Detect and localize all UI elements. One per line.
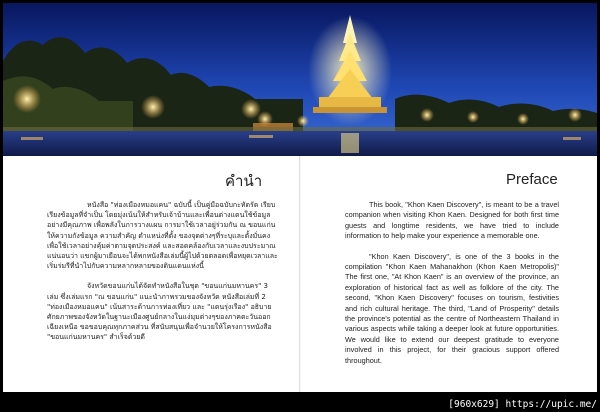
english-preface-heading: Preface [506, 171, 558, 188]
book-gutter [299, 156, 301, 392]
image-host-watermark: [960x629] https://upic.me/ [448, 399, 597, 410]
khon-kaen-pagoda-night-photo [3, 3, 597, 156]
english-paragraph: "Khon Kaen Discovery", is one of the 3 books in the compilation "Khon Kaen Mahanakhon (Khon Kaen Metropolis)" The first one, "At Khon Kaen" is an overview of the province, an exploration of historical fact as well as folklore of the city. The second, "Khon Kaen Discovery" focuses on tourism, festivities and rich cultural heritage. The third, "Land of Prosperity" details the province's potential as the centre of Northeastern Thailand in various aspects while taking a deeper look at future opportunities. We would like to extend our deepest gratitude to everyone involved in this project, for their gracious support offered throughout. [345, 251, 559, 365]
thai-paragraph: หนังสือ "ท่องเมืองหมอแคน" ฉบับนี้ เป็นคู่มือฉบับกะทัดรัด เรียบเรียงข้อมูลที่จำเป็น โดยมุ่งเน้นให้สำหรับเจ้าบ้านและเพื่อนต่างแดนใช้ข้อมูลอย่างมีคุณภาพ เพื่อพลังในการวางแผน การมาใช้เวลาอยู่ร่วมกัน ณ ขอนแก่น ให้ความกังข้อมูล ความสำคัญ ตำแหน่งที่ตั้ง ของจุดต่างๆที่ระบุและตั้งมั่นคง เพื่อใช้เวลาอย่างคุ้มค่าตามจุดประสงค์ และสอดคล้องกับเวลาและงบประมาณ แน่นอนว่า แขกผู้มาเยือนจะได้พกหนังสือเล่มนี้ผู้ไปด้วยตลอดเพื่อหยุดเวลาและเริ่มร่มรีที่นำไปกับความหลากหลายของดินแดนแห่งนี้ [47, 201, 278, 271]
thai-preface-heading: คำนำ [225, 172, 263, 190]
thai-paragraph: จังหวัดขอนแก่นได้จัดทำหนังสือในชุด "ขอนแก่นมหานคร" 3 เล่ม ซึ่งเล่มแรก "ณ ขอนแก่น" แนะนำภาพรวมของจังหวัด หนังสือเล่มที่ 2 "ท่องเมืองหมอแคน" เน้นสาระด้านการท่องเที่ยว และ "แดนรุ่งเรือง" อธิบายศักยภาพของจังหวัดในฐานะเมืองศูนย์กลางในแง่มุมต่างๆของภาคตะวันออกเฉียงเหนือ ขอขอบคุณทุกภาคส่วน ที่สนับสนุนเพื่อจำนวยให้โครงการหนังสือ "ขอนแก่นมหานคร" สำเร็จด้วยดี [47, 282, 272, 342]
thai-preface-body [47, 200, 280, 343]
english-paragraph: This book, "Khon Kaen Discovery", is meant to be a travel companion when visiting Khon Kaen. Designed for both first time guests and longtime residents, we have tried to include information to help make your experience a memorable one. [345, 200, 559, 241]
open-book-spread [3, 3, 597, 392]
english-preface-body [345, 200, 559, 366]
